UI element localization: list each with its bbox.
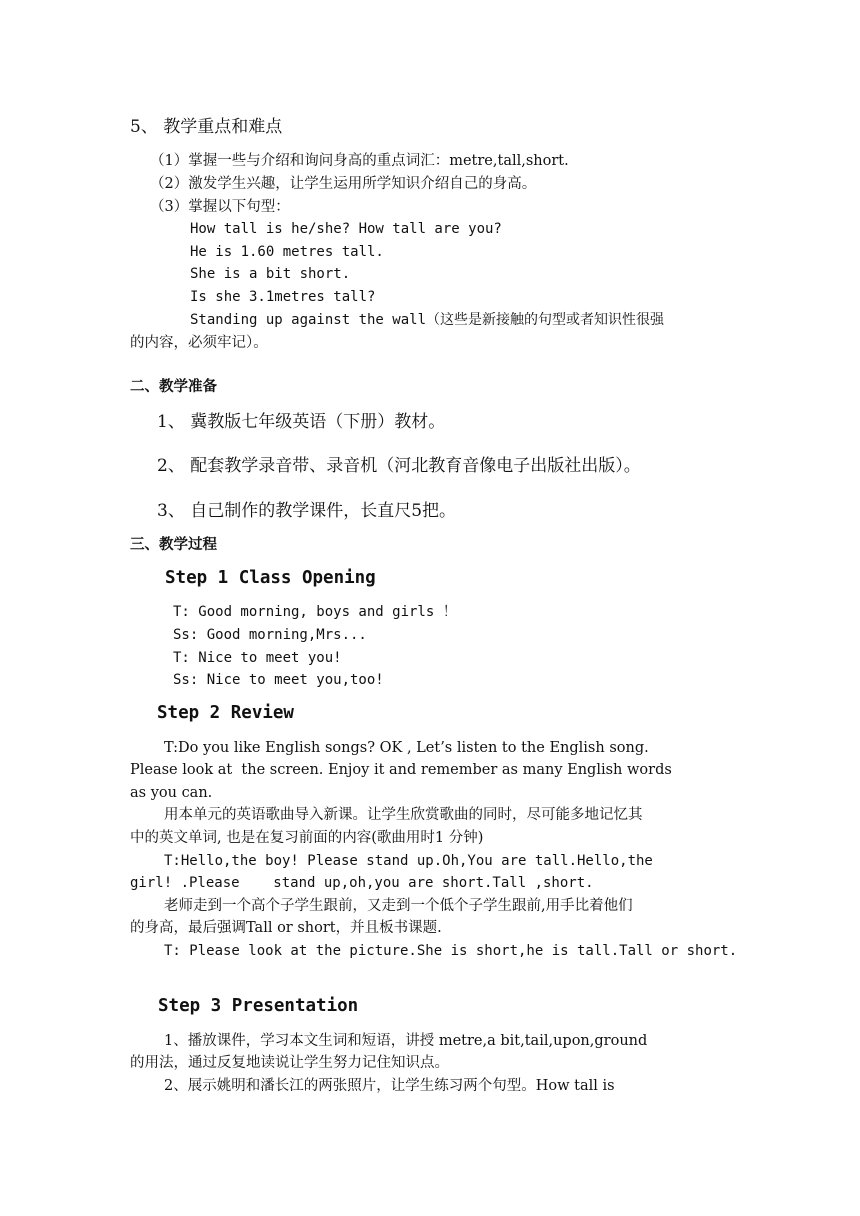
dialogue-line: Ss: Nice to meet you,too! bbox=[173, 672, 384, 688]
review-text-line: 中的英文单词, 也是在复习前面的内容(歌曲用时1 分钟) bbox=[130, 830, 484, 846]
review-text-line: as you can. bbox=[130, 785, 213, 801]
key-point-3: （3）掌握以下句型： bbox=[150, 199, 290, 215]
step-2-heading: Step 2 Review bbox=[157, 703, 294, 723]
dialogue-line: T: Good morning, boys and girls ！ bbox=[173, 604, 457, 620]
prep-item-3: 3、 自己制作的教学课件，长直尺5把。 bbox=[157, 501, 457, 521]
prep-item-2: 2、 配套教学录音带、录音机（河北教育音像电子出版社出版）。 bbox=[157, 456, 641, 476]
sentence-pattern-5: Standing up against the wall（这些是新接触的句型或者知识性很强 bbox=[190, 312, 665, 328]
review-text-line: girl! .Please stand up,oh,you are short.Tall ,short. bbox=[130, 875, 594, 891]
step-1-heading: Step 1 Class Opening bbox=[165, 568, 376, 588]
section-heading-preparation: 二、教学准备 bbox=[130, 378, 217, 395]
sentence-pattern-4: Is she 3.1metres tall? bbox=[190, 289, 376, 305]
review-text-line: 老师走到一个高个子学生跟前，又走到一个低个子学生跟前,用手比着他们 bbox=[164, 898, 633, 914]
dialogue-line: Ss: Good morning,Mrs... bbox=[173, 627, 367, 643]
review-text-line: T:Hello,the boy! Please stand up.Oh,You are tall.Hello,the bbox=[164, 853, 653, 869]
section-heading-key-points: 5、 教学重点和难点 bbox=[130, 117, 283, 137]
review-text-line: Please look at the screen. Enjoy it and remember as many English words bbox=[130, 762, 672, 778]
review-text-line: 用本单元的英语歌曲导入新课。让学生欣赏歌曲的同时，尽可能多地记忆其 bbox=[164, 807, 643, 823]
sentence-pattern-1: How tall is he/she? How tall are you? bbox=[190, 221, 502, 237]
key-point-2: （2）激发学生兴趣，让学生运用所学知识介绍自己的身高。 bbox=[150, 176, 537, 192]
section-heading-process: 三、教学过程 bbox=[130, 536, 217, 553]
sentence-pattern-3: She is a bit short. bbox=[190, 266, 351, 282]
review-text-line: T:Do you like English songs? OK , Let’s listen to the English song. bbox=[164, 740, 649, 756]
step-3-heading: Step 3 Presentation bbox=[158, 996, 359, 1016]
presentation-text-line: 1、播放课件，学习本文生词和短语，讲授 metre,a bit,tail,upon,ground bbox=[164, 1033, 648, 1049]
dialogue-line: T: Nice to meet you! bbox=[173, 650, 342, 666]
review-text-line: T: Please look at the picture.She is short,he is tall.Tall or short. bbox=[164, 943, 738, 959]
presentation-text-line: 2、展示姚明和潘长江的两张照片，让学生练习两个句型。How tall is bbox=[164, 1078, 615, 1094]
prep-item-1: 1、 冀教版七年级英语（下册）教材。 bbox=[157, 412, 446, 432]
presentation-text-line: 的用法，通过反复地读说让学生努力记住知识点。 bbox=[130, 1055, 449, 1071]
sentence-pattern-2: He is 1.60 metres tall. bbox=[190, 244, 384, 260]
review-text-line: 的身高，最后强调Tall or short，并且板书课题. bbox=[130, 920, 442, 936]
sentence-pattern-5-cont: 的内容，必须牢记）。 bbox=[130, 335, 268, 351]
key-point-1: （1）掌握一些与介绍和询问身高的重点词汇：metre,tall,short. bbox=[150, 153, 569, 169]
